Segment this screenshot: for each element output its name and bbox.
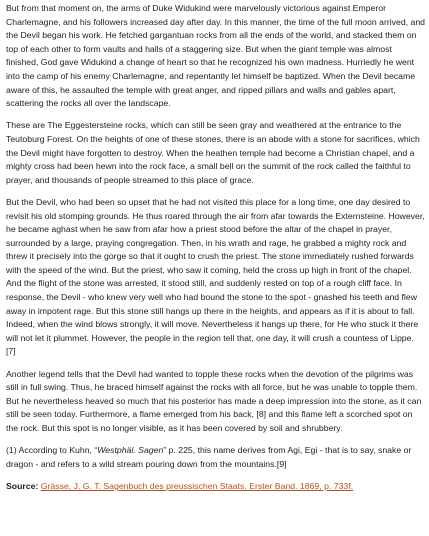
footnote-work-title: Westphäl. Sagen: [97, 445, 164, 456]
source-link[interactable]: Grässe, J. G. T. Sagenbuch des preussischen Staats. Erster Band. 1869, p. 733f.: [40, 480, 354, 491]
paragraph: But the Devil, who had been so upset that he had not visited this place for a long time, one day desired to revisit his old stomping grounds. He thus roared through the air from afar towards the Externsteine. However, he became aghast when he saw from afar how a priest stood before the altar of the chapel in prayer, surrounded by a large, praying congregation. Then, in his wrath and rage, he grabbed a mighty rock and threw it precisely into the gorge so that it ought to crush the priest. The stone immediately rushed forwards with the speed of the wind. But the priest, who saw it coming, held the cross up high in front of the chapel. And the flight of the stone was arrested, it stood still, and suddenly rested on top of a rough cliff face. In response, the Devil - who knew very well who had bound the stone to the spot - gnashed his teeth and flew away in impotent rage. But this stone still hangs up there in the heights, and appears as if it is about to fall. Indeed, when the wind blows strongly, it will move. Nevertheless it hangs up there, for He who stuck it there will not let it plummet. However, the people in the region tell that, one day, it will crush a countess of Lippe. [7]: [6, 196, 425, 357]
footnote-suffix: ” p. 225, this name derives from Agi, Egi - that is to say, snake or dragon - and refers to a wild stream pouring down from the mountains.[9]: [6, 445, 412, 469]
paragraph: But from that moment on, the arms of Duke Widukind were marvelously victorious against Emperor Charlemagne, and his followers increased day after day. In this manner, the time of the full moon arrived, and the Devil began his work. He fetched gargantuan rocks from all the ends of the world, and stacked them on top of each other to form vaults and halls of a staggering size. But when the giant temple was almost finished, God gave Widukind a change of heart so that he recognized his own madness. Hurriedly he went into the camp of his enemy Charlemagne, and repentantly let himself be baptized. When the Devil became aware of this, he assaulted the temple with great anger, and ripped pillars and walls and gables apart, scattering the rocks all over the landscape.: [6, 3, 425, 109]
paragraph: Another legend tells that the Devil had wanted to topple these rocks when the devotion of the pilgrims was still in full swing. Thus, he braced himself against the rocks with all force, but he was unable to topple them. But he nevertheless heaved so much that his posterior has made a deep impression into the stone, as it can still be seen today. Furthermore, a flame emerged from his back, [8] and this flame left a scorched spot on the rock. But this spot is no longer visible, as it has been covered by soil and shrubbery.: [6, 368, 422, 433]
source-label: Source:: [6, 480, 39, 491]
source-line: [6, 480, 425, 494]
footnote-prefix: (1) According to Kuhn, “: [6, 445, 98, 456]
footnote: [6, 444, 425, 471]
paragraph: These are The Eggestersteine rocks, which can still be seen gray and weathered at the entrance to the Teutoburg Forest. On the heights of one of these stones, there is an abode with a stone for sacrifices, which the Devil might have forgotten to destroy. When the heathen temple had become a Christian chapel, and a mighty cross had been hewn into the rock face, a small bell on the summit of the rock called the faithful to prayer, and thousands of people streamed to this place of grace.: [6, 120, 420, 185]
